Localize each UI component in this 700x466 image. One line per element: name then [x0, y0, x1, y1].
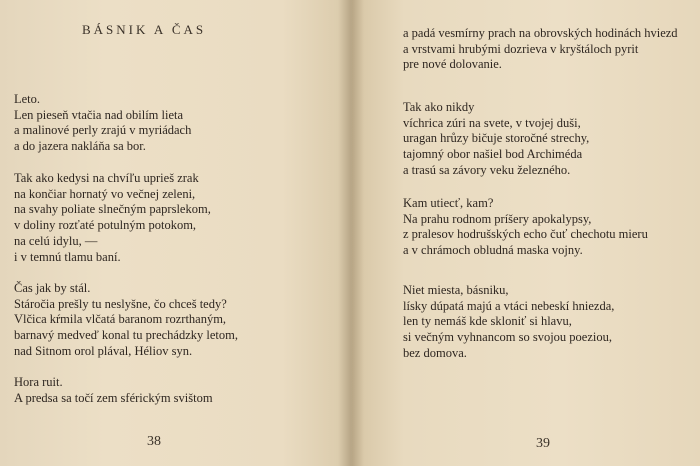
verse-line: Leto.	[14, 92, 41, 106]
verse-line: v doliny rozťaté potulným potokom,	[14, 218, 197, 233]
verse-line: Čas jak by stál.	[14, 281, 91, 295]
verse-line: Hora ruit.	[14, 375, 63, 389]
verse-line: tajomný obor našiel bod Archiméda	[403, 147, 583, 162]
verse-line: Vlčica kŕmila vlčatá baranom rozrthaným,	[14, 312, 227, 327]
verse-line: pre nové dolovanie.	[403, 57, 502, 72]
page-number: 38	[147, 434, 161, 449]
verse-line: bez domova.	[403, 345, 467, 360]
verse-line: lísky dúpatá majú a vtáci nebeskí hniezda,	[403, 298, 615, 313]
poem-title: BÁSNIK A ČAS	[82, 22, 207, 37]
verse-line: a do jazera nakláňa sa bor.	[14, 139, 146, 154]
verse-line: Tak ako kedysi na chvíľu uprieš zrak	[14, 171, 199, 185]
stanza	[14, 171, 211, 265]
verse-line: uragan hrůzy bičuje storočné strechy,	[403, 131, 590, 146]
verse-line: Kam utiecť, kam?	[403, 196, 494, 210]
stanza	[14, 375, 213, 406]
verse-line: len ty nemáš kde skloniť si hlavu,	[403, 314, 572, 329]
verse-line: Len pieseň vtačia nad obilím lieta	[14, 107, 184, 122]
stanza	[403, 283, 614, 362]
stanza	[403, 196, 648, 259]
stanza	[403, 26, 678, 73]
verse-line: nad Sitnom orol plával, Héliov syn.	[14, 343, 193, 358]
verse-line: Tak ako nikdy	[403, 100, 475, 114]
verse-line: si večným vyhnancom so svojou poeziou,	[403, 330, 612, 345]
verse-line: A predsa sa točí zem sférickým svištom	[14, 390, 213, 405]
verse-line: na končiar hornatý vo večnej zeleni,	[14, 186, 196, 201]
page-number: 39	[536, 436, 550, 451]
verse-line: i v temnú tlamu baní.	[14, 249, 121, 264]
verse-line: víchrica zúri na svete, v tvojej duši,	[403, 115, 581, 130]
right-page	[352, 0, 700, 466]
verse-line: Na prahu rodnom príšery apokalypsy,	[403, 211, 592, 226]
verse-line: na svahy poliate slnečným paprslekom,	[14, 202, 211, 217]
verse-line: z pralesov hodrušských echo čuť chechotu mieru	[403, 227, 648, 242]
stanza	[403, 100, 589, 179]
verse-line: a malinové perly zrajú v myriádach	[14, 123, 192, 138]
verse-line: Niet miesta, básniku,	[403, 283, 509, 297]
verse-line: Stáročia prešly tu neslyšne, čo chceš tedy?	[14, 296, 227, 311]
verse-line: barnavý medveď konal tu prechádzky letom,	[14, 328, 238, 343]
verse-line: a padá vesmírny prach na obrovských hodinách hviezd	[403, 26, 678, 40]
stanza	[14, 92, 191, 155]
verse-line: a v chrámoch obludná maska vojny.	[403, 243, 583, 258]
verse-line: a trasú sa závory veku železného.	[403, 162, 571, 177]
verse-line: a vrstvami hrubými dozrieva v kryštáloch pyrit	[403, 41, 639, 56]
verse-line: na celú idylu, —	[14, 233, 98, 248]
book-gutter	[338, 0, 364, 466]
stanza	[14, 281, 238, 360]
